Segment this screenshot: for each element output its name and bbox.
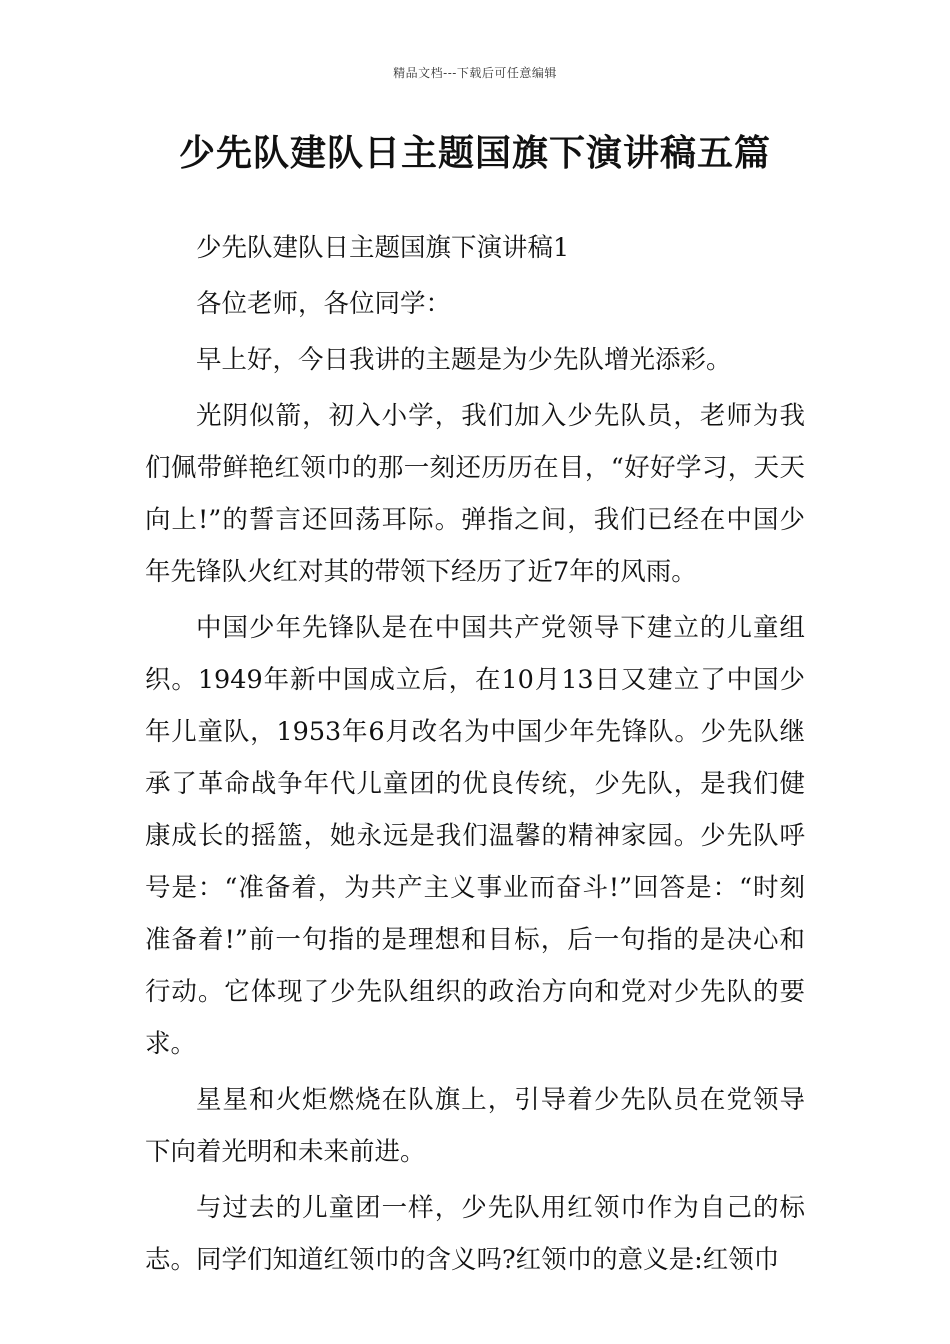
page-header-watermark: 精品文档---下载后可任意编辑 <box>393 66 557 80</box>
paragraph-opening: 早上好，今日我讲的主题是为少先队增光添彩。 <box>196 345 732 375</box>
paragraph-flag: 星星和火炬燃烧在队旗上，引导着少先队员在党领导下向着光明和未来前进。 <box>145 1085 805 1167</box>
document-title: 少先队建队日主题国旗下演讲稿五篇 <box>178 133 771 174</box>
paragraph-memory: 光阴似箭，初入小学，我们加入少先队员，老师为我们佩带鲜艳红领巾的那一刻还历历在目，“好好学习，天天向上!”的誓言还回荡耳际。弹指之间，我们已经在中国少年先锋队火红对其的带领下经历了近7年的风雨。 <box>145 401 805 587</box>
document-body <box>145 222 805 1290</box>
paragraph-scarf: 与过去的儿童团一样，少先队用红领巾作为自己的标志。同学们知道红领巾的含义吗?红领巾的意义是:红领巾 <box>145 1193 805 1275</box>
paragraph-greeting: 各位老师，各位同学： <box>196 289 452 319</box>
paragraph-history: 中国少年先锋队是在中国共产党领导下建立的儿童组织。1949年新中国成立后，在10月13日又建立了中国少年儿童队，1953年6月改名为中国少年先锋队。少先队继承了革命战争年代儿童团的优良传统，少先队，是我们健康成长的摇篮，她永远是我们温馨的精神家园。少先队呼号是：“准备着，为共产主义事业而奋斗!”回答是：“时刻准备着!”前一句指的是理想和目标，后一句指的是决心和行动。它体现了少先队组织的政治方向和党对少先队的要求。 <box>145 613 805 1059</box>
paragraph-subtitle: 少先队建队日主题国旗下演讲稿1 <box>196 233 570 263</box>
